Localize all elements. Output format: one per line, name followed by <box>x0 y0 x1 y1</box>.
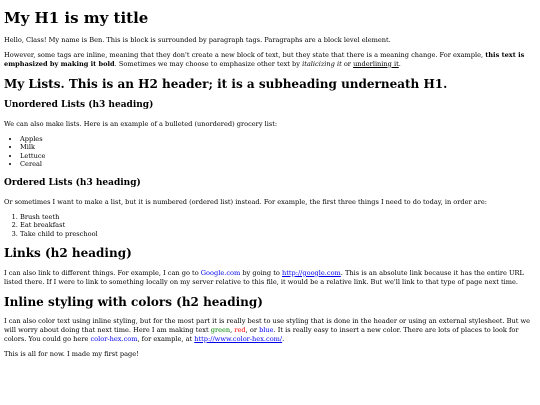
grocery-list <box>4 135 536 169</box>
ordered-list-intro: Or sometimes I want to make a list, but it is numbered (ordered list) instead. For example, the first three things I need to do today, in order are: <box>4 197 487 206</box>
text-segment: . This is an absolute link because it has the entire URL listed there. If I were to link to something locally on my server relative to this file, it would be a relative link. But we'll link to that type of page next time. <box>4 268 524 286</box>
italic-text: italicizing it <box>302 59 342 68</box>
page-title: My H1 is my title <box>4 9 149 27</box>
colors-heading: Inline styling with colors (h2 heading) <box>4 294 263 309</box>
inline-tags-paragraph <box>4 51 536 69</box>
unordered-list-intro: We can also make lists. Here is an example of a bulleted (unordered) grocery list: <box>4 119 278 128</box>
text-segment: , for example, at <box>137 334 195 343</box>
google-url-link[interactable]: http://google.com <box>281 268 341 277</box>
todo-list <box>4 213 536 239</box>
text-segment: or <box>341 59 354 68</box>
list-item: • Apples <box>20 135 536 144</box>
red-text: red <box>234 325 246 334</box>
text-segment: I can also link to different things. For example, I can go to <box>4 268 201 277</box>
text-segment: However, some tags are inline, meaning that they don't create a new block of text, but they state that there is a meaning change. For example, <box>4 50 486 59</box>
bold-text: this text is emphasized by making it bold <box>4 50 525 68</box>
list-item: 1. Brush teeth <box>20 213 536 222</box>
unordered-lists-heading: Unordered Lists (h3 heading) <box>4 100 154 111</box>
list-item: • Lettuce <box>20 152 536 161</box>
ordered-lists-heading: Ordered Lists (h3 heading) <box>4 178 141 188</box>
text-segment: I can also color text using inline styling, but for the most part it is really best to use styling that is done in the header or using an external stylesheet. But we will worry about doing that next time. Here I am making text <box>4 316 531 334</box>
text-segment: . <box>282 334 285 343</box>
links-heading: Links (h2 heading) <box>4 246 132 261</box>
color-hex-link[interactable]: color-hex.com <box>90 334 138 343</box>
text-segment: , or <box>245 325 260 334</box>
text-segment: . It is really easy to insert a new color. There are lots of places to look for colors. You could go here <box>4 325 519 343</box>
green-text: green <box>210 325 231 334</box>
lists-heading: My Lists. This is an H2 header; it is a subheading underneath H1. <box>4 76 448 91</box>
blue-text: blue <box>259 325 274 334</box>
closing-paragraph: This is all for now. I made my first page! <box>4 349 139 358</box>
list-item: • Cereal <box>20 160 536 169</box>
google-link[interactable]: Google.com <box>200 268 241 277</box>
text-segment: , <box>230 325 235 334</box>
text-segment: . Sometimes we may choose to emphasize other text by <box>114 59 303 68</box>
text-segment: . <box>398 59 401 68</box>
text-segment: by going to <box>240 268 282 277</box>
links-paragraph <box>4 269 536 287</box>
intro-paragraph: Hello, Class! My name is Ben. This is block is surrounded by paragraph tags. Paragraphs are a block level element. <box>4 36 391 44</box>
underlined-text: underlining it <box>353 59 399 68</box>
list-item: 3. Take child to preschool <box>20 230 536 239</box>
list-item: • Milk <box>20 143 536 152</box>
color-hex-url-link[interactable]: http://www.color-hex.com/ <box>194 334 283 343</box>
list-item: 2. Eat breakfast <box>20 221 536 230</box>
colors-paragraph <box>4 317 536 344</box>
